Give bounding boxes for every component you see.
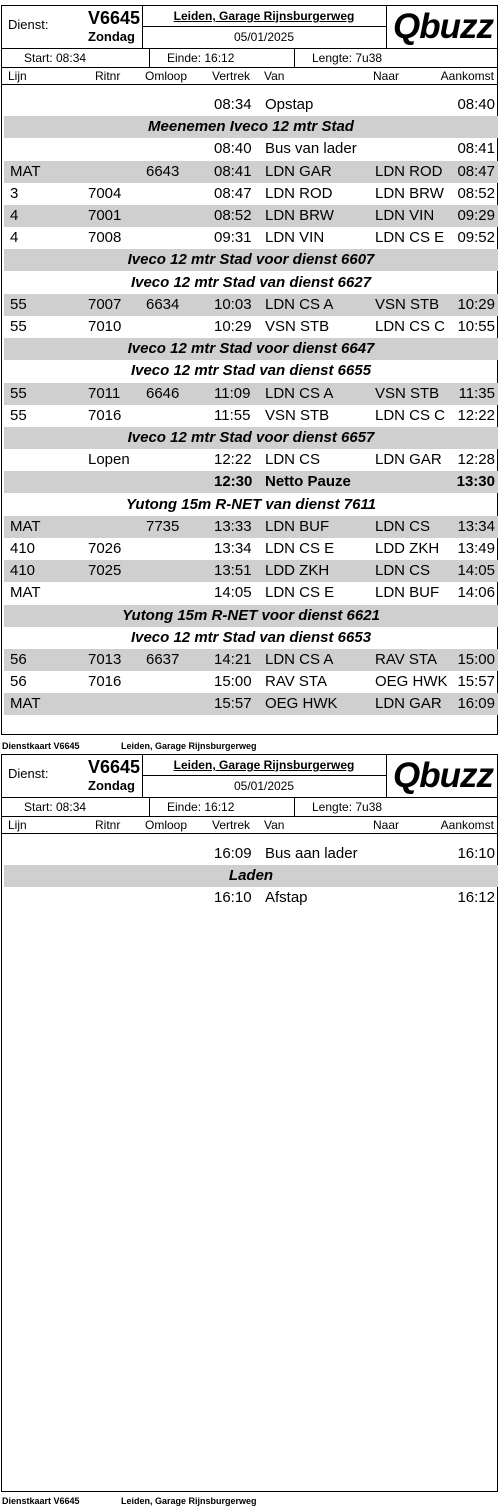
start-time: Start: 08:34 — [24, 51, 87, 65]
shift-length: Lengte: 7u38 — [312, 51, 383, 65]
cell-vertrek: 16:10 — [214, 889, 252, 907]
cell-lijn: 56 — [10, 651, 27, 668]
dienst-label: Dienst: — [8, 766, 49, 781]
cell-van: RAV STA — [265, 673, 327, 691]
cell-van: OEG HWK — [265, 695, 338, 713]
date-label: 05/01/2025 — [233, 779, 295, 793]
garage-name: Leiden, Garage Rijnsburgerweg — [142, 6, 386, 27]
trip-row — [4, 405, 498, 427]
cell-vertrek: 10:03 — [214, 295, 252, 313]
trip-row — [4, 205, 498, 227]
cell-naar: LDN CS — [375, 517, 431, 535]
footer-garage: Leiden, Garage Rijnsburgerweg — [121, 1496, 257, 1506]
cell-aankomst: 14:06 — [457, 584, 495, 602]
trip-row — [4, 671, 498, 693]
cell-vertrek: 08:34 — [214, 96, 252, 113]
col-lijn: Lijn — [8, 69, 27, 83]
cell-lijn: 55 — [10, 384, 27, 402]
col-ritnr: Ritnr — [95, 818, 121, 832]
trip-row — [4, 316, 498, 338]
cell-van: LDN BUF — [265, 517, 330, 535]
cell-van: LDN BRW — [265, 207, 334, 224]
cell-naar: LDN GAR — [375, 695, 442, 713]
cell-aankomst: 13:49 — [457, 540, 495, 557]
cell-aankomst: 10:55 — [457, 318, 495, 335]
cell-lijn: 4 — [10, 229, 19, 247]
section-title: Meenemen Iveco 12 mtr Stad — [148, 118, 354, 136]
section-title: Iveco 12 mtr Stad van dienst 6627 — [130, 273, 372, 291]
cell-van: LDN CS E — [265, 540, 335, 557]
cell-lijn: 56 — [10, 673, 27, 691]
cell-naar: OEG HWK — [375, 673, 448, 691]
col-lijn: Lijn — [8, 818, 27, 832]
divider — [294, 49, 295, 67]
cell-ritnr: 7010 — [88, 318, 122, 335]
cell-ritnr: 7007 — [88, 295, 122, 313]
cell-lijn: MAT — [10, 584, 41, 602]
cell-naar: LDN CS C — [375, 406, 446, 424]
trip-row — [4, 693, 498, 715]
dienst-number: V6645 — [88, 8, 141, 28]
cell-vertrek: 15:00 — [214, 673, 252, 691]
shift-info-bar — [2, 48, 497, 68]
cell-aankomst: 10:29 — [457, 295, 495, 313]
cell-lijn: 410 — [10, 562, 36, 580]
cell-vertrek: 12:30 — [214, 473, 253, 491]
page-frame — [1, 754, 498, 1492]
dienst-label: Dienst: — [8, 17, 49, 32]
section-title-row — [4, 494, 498, 516]
cell-naar: LDN GAR — [375, 451, 442, 469]
section-title: Iveco 12 mtr Stad voor dienst 6647 — [127, 340, 375, 358]
trip-row — [4, 887, 498, 909]
cell-naar: LDN CS — [375, 562, 431, 580]
date-label: 05/01/2025 — [233, 30, 295, 44]
cell-aankomst: 09:29 — [457, 207, 495, 224]
cell-naar: LDN VIN — [375, 207, 435, 224]
cell-van: LDN VIN — [265, 229, 325, 247]
page-frame — [1, 5, 498, 735]
trip-row — [4, 94, 498, 116]
trip-row — [4, 383, 498, 405]
garage-name: Leiden, Garage Rijnsburgerweg — [142, 755, 386, 776]
col-van: Van — [264, 69, 285, 83]
column-headers — [2, 68, 497, 85]
col-omloop: Omloop — [145, 69, 188, 83]
section-title-row — [4, 272, 498, 294]
col-vertrek: Vertrek — [212, 818, 251, 832]
cell-vertrek: 08:52 — [214, 207, 252, 224]
cell-lijn: 55 — [10, 406, 27, 424]
section-title: Iveco 12 mtr Stad van dienst 6655 — [130, 362, 372, 380]
page-header — [2, 755, 497, 797]
pause-row — [4, 471, 498, 493]
divider — [294, 798, 295, 816]
cell-aankomst: 08:40 — [457, 96, 495, 113]
col-van: Van — [264, 818, 285, 832]
qbuzz-logo: Qbuzz — [393, 756, 493, 795]
cell-lijn: MAT — [10, 162, 41, 180]
cell-naar: LDN BRW — [375, 184, 444, 202]
col-aankomst: Aankomst — [440, 818, 494, 832]
col-omloop: Omloop — [145, 818, 188, 832]
cell-vertrek: 14:21 — [214, 651, 252, 668]
cell-vertrek: 11:09 — [214, 384, 251, 402]
cell-vertrek: 13:33 — [214, 517, 252, 535]
trip-row — [4, 516, 498, 538]
cell-van: LDN CS E — [265, 584, 335, 602]
cell-ritnr: 7016 — [88, 673, 122, 691]
cell-vertrek: 12:22 — [214, 451, 252, 469]
cell-vertrek: 15:57 — [214, 695, 252, 713]
section-title-row — [4, 427, 498, 449]
footer-card-id: Dienstkaart V6645 — [2, 741, 80, 751]
cell-ritnr: 7025 — [88, 562, 122, 580]
section-title-row — [4, 116, 498, 138]
cell-omloop: 6643 — [146, 162, 180, 180]
end-time: Einde: 16:12 — [167, 51, 235, 65]
section-title: Iveco 12 mtr Stad voor dienst 6607 — [127, 251, 375, 269]
section-title: Yutong 15m R-NET voor dienst 6621 — [122, 606, 380, 624]
cell-vertrek: 08:40 — [214, 140, 252, 158]
cell-van: LDN CS — [265, 451, 321, 469]
trip-row — [4, 449, 498, 471]
cell-aankomst: 08:52 — [457, 184, 495, 202]
cell-vertrek: 16:09 — [214, 845, 252, 862]
divider — [149, 49, 150, 67]
footer-card-id: Dienstkaart V6645 — [2, 1496, 80, 1506]
cell-omloop: 7735 — [146, 517, 180, 535]
cell-vertrek: 09:31 — [214, 229, 252, 247]
col-naar: Naar — [373, 818, 400, 832]
shift-info-bar — [2, 797, 497, 817]
cell-van: LDN CS A — [265, 384, 334, 402]
cell-naar: VSN STB — [375, 295, 440, 313]
section-title-row — [4, 338, 498, 360]
cell-aankomst: 12:28 — [457, 451, 495, 469]
cell-vertrek: 10:29 — [214, 318, 252, 335]
cell-aankomst: 15:57 — [457, 673, 495, 691]
start-time: Start: 08:34 — [24, 800, 87, 814]
divider — [386, 755, 387, 797]
cell-lijn: 4 — [10, 207, 19, 224]
trip-row — [4, 227, 498, 249]
cell-van: LDN ROD — [265, 184, 333, 202]
cell-van: LDN CS A — [265, 651, 334, 668]
footer-garage: Leiden, Garage Rijnsburgerweg — [121, 741, 257, 751]
page-header — [2, 6, 497, 48]
cell-vertrek: 13:34 — [214, 540, 252, 557]
cell-van: Bus aan lader — [265, 845, 358, 862]
shift-length: Lengte: 7u38 — [312, 800, 383, 814]
section-title: Iveco 12 mtr Stad voor dienst 6657 — [127, 429, 375, 446]
trip-row — [4, 843, 498, 865]
cell-van: Netto Pauze — [265, 473, 351, 491]
cell-aankomst: 09:52 — [457, 229, 495, 247]
cell-van: LDN GAR — [265, 162, 332, 180]
cell-aankomst: 13:34 — [457, 517, 495, 535]
trip-row — [4, 538, 498, 560]
section-title: Laden — [228, 867, 274, 885]
cell-lijn: 55 — [10, 318, 27, 335]
dienst-number: V6645 — [88, 757, 141, 777]
trip-row — [4, 161, 498, 183]
cell-ritnr: 7001 — [88, 207, 122, 224]
col-aankomst: Aankomst — [440, 69, 494, 83]
cell-ritnr: Lopen — [88, 451, 130, 469]
day-label: Zondag — [88, 29, 135, 44]
cell-naar: LDN ROD — [375, 162, 443, 180]
trip-row — [4, 582, 498, 604]
cell-ritnr: 7013 — [88, 651, 122, 668]
cell-aankomst: 08:47 — [457, 162, 495, 180]
cell-omloop: 6646 — [146, 384, 180, 402]
trip-row — [4, 560, 498, 582]
trip-row — [4, 138, 498, 160]
cell-lijn: 3 — [10, 184, 19, 202]
cell-van: Afstap — [265, 889, 308, 907]
section-title-row — [4, 249, 498, 271]
cell-vertrek: 13:51 — [214, 562, 252, 580]
cell-ritnr: 7026 — [88, 540, 122, 557]
cell-lijn: MAT — [10, 517, 41, 535]
cell-naar: RAV STA — [375, 651, 437, 668]
cell-lijn: 410 — [10, 540, 36, 557]
cell-van: Bus van lader — [265, 140, 357, 158]
cell-aankomst: 16:09 — [457, 695, 495, 713]
end-time: Einde: 16:12 — [167, 800, 235, 814]
section-title-row — [4, 360, 498, 382]
section-title-row — [4, 627, 498, 649]
cell-aankomst: 12:22 — [457, 406, 495, 424]
cell-naar: LDN CS E — [375, 229, 445, 247]
cell-aankomst: 08:41 — [457, 140, 495, 158]
cell-aankomst: 16:10 — [457, 845, 495, 862]
cell-van: LDN CS A — [265, 295, 334, 313]
cell-van: VSN STB — [265, 406, 330, 424]
col-naar: Naar — [373, 69, 400, 83]
section-title: Iveco 12 mtr Stad van dienst 6653 — [130, 628, 372, 646]
cell-vertrek: 08:47 — [214, 184, 252, 202]
day-label: Zondag — [88, 778, 135, 793]
divider — [386, 6, 387, 48]
column-headers — [2, 817, 497, 834]
cell-van: VSN STB — [265, 318, 330, 335]
trip-row — [4, 649, 498, 671]
cell-aankomst: 16:12 — [457, 889, 495, 907]
trip-row — [4, 294, 498, 316]
cell-lijn: MAT — [10, 695, 41, 713]
cell-naar: LDN CS C — [375, 318, 446, 335]
cell-aankomst: 13:30 — [456, 473, 495, 491]
section-title-row — [4, 605, 498, 627]
cell-aankomst: 14:05 — [457, 562, 495, 580]
cell-van: Opstap — [265, 96, 314, 113]
cell-aankomst: 15:00 — [457, 651, 495, 668]
cell-ritnr: 7011 — [88, 384, 121, 402]
cell-omloop: 6637 — [146, 651, 180, 668]
cell-ritnr: 7004 — [88, 184, 122, 202]
col-vertrek: Vertrek — [212, 69, 251, 83]
section-title: Yutong 15m R-NET van dienst 7611 — [125, 495, 377, 513]
cell-naar: VSN STB — [375, 384, 440, 402]
cell-naar: LDD ZKH — [375, 540, 440, 557]
cell-omloop: 6634 — [146, 295, 180, 313]
divider — [149, 798, 150, 816]
cell-ritnr: 7016 — [88, 406, 122, 424]
trip-row — [4, 183, 498, 205]
cell-vertrek: 08:41 — [214, 162, 252, 180]
cell-van: LDD ZKH — [265, 562, 330, 580]
cell-aankomst: 11:35 — [458, 384, 495, 402]
cell-ritnr: 7008 — [88, 229, 122, 247]
cell-naar: LDN BUF — [375, 584, 440, 602]
section-title-row — [4, 865, 498, 887]
cell-vertrek: 11:55 — [214, 406, 251, 424]
cell-vertrek: 14:05 — [214, 584, 252, 602]
qbuzz-logo: Qbuzz — [393, 7, 493, 46]
col-ritnr: Ritnr — [95, 69, 121, 83]
cell-lijn: 55 — [10, 295, 27, 313]
